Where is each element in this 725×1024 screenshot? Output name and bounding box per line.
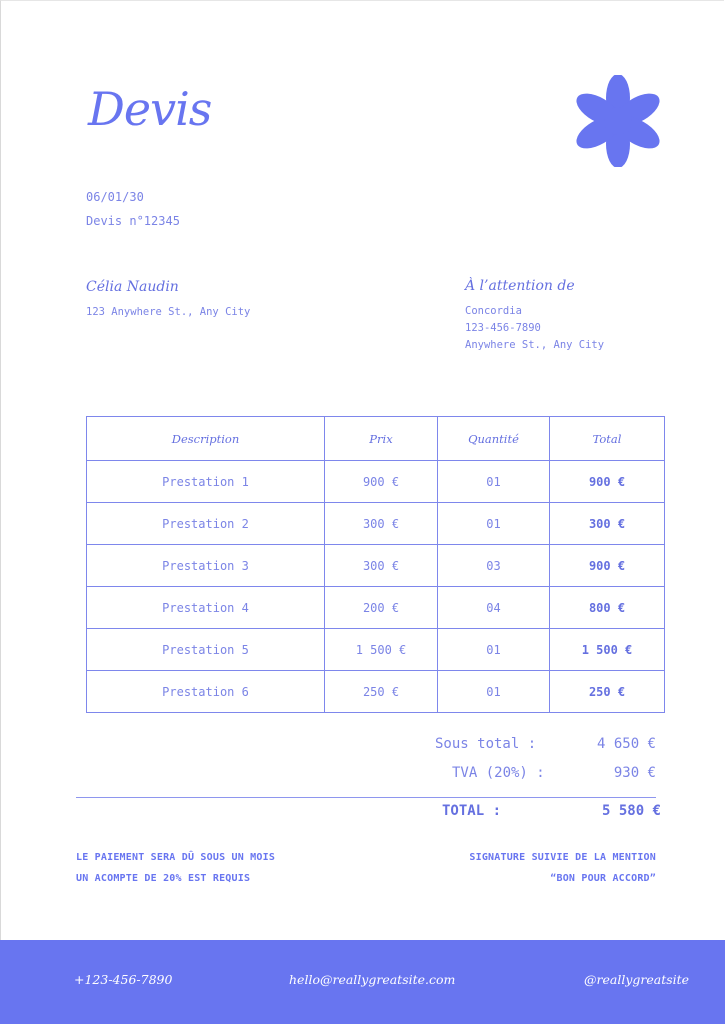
footer-email: hello@reallygreatsite.com: [289, 972, 456, 987]
row-price: 900 €: [325, 461, 438, 503]
table-row: [87, 461, 665, 503]
row-quantity: 01: [438, 629, 550, 671]
row-description: Prestation 3: [87, 545, 325, 587]
deposit-terms: UN ACOMPTE DE 20% EST REQUIS: [76, 873, 251, 884]
footer-bar: [0, 940, 725, 1024]
header-description: Description: [87, 417, 325, 461]
row-description: Prestation 2: [87, 503, 325, 545]
row-total: 250 €: [550, 671, 665, 713]
footer-social: @reallygreatsite: [584, 972, 690, 987]
header-quantity: Quantité: [438, 417, 550, 461]
table-row: [87, 587, 665, 629]
total-label: TOTAL :: [442, 803, 502, 819]
signature-mention: “BON POUR ACCORD”: [550, 873, 656, 884]
table-row: [87, 545, 665, 587]
row-quantity: 04: [438, 587, 550, 629]
quote-table: [86, 416, 665, 713]
flower-icon: [576, 75, 660, 167]
header-total: Total: [550, 417, 665, 461]
quote-number: Devis n°12345: [86, 214, 180, 228]
row-price: 250 €: [325, 671, 438, 713]
row-total: 300 €: [550, 503, 665, 545]
row-description: Prestation 6: [87, 671, 325, 713]
row-total: 900 €: [550, 545, 665, 587]
row-quantity: 01: [438, 503, 550, 545]
header-price: Prix: [325, 417, 438, 461]
document-date: 06/01/30: [86, 190, 144, 204]
row-total: 1 500 €: [550, 629, 665, 671]
row-quantity: 03: [438, 545, 550, 587]
row-quantity: 01: [438, 671, 550, 713]
row-price: 300 €: [325, 545, 438, 587]
table-row: [87, 671, 665, 713]
total-value: 5 580 €: [601, 803, 661, 819]
row-description: Prestation 1: [87, 461, 325, 503]
recipient-heading: À l’attention de: [465, 278, 575, 294]
sender-address: 123 Anywhere St., Any City: [86, 306, 251, 318]
vat-value: 930 €: [613, 765, 656, 781]
row-price: 300 €: [325, 503, 438, 545]
subtotal-value: 4 650 €: [596, 736, 656, 752]
recipient-phone: 123-456-7890: [465, 322, 541, 334]
subtotal-label: Sous total :: [435, 736, 537, 752]
table-row: [87, 503, 665, 545]
row-total: 900 €: [550, 461, 665, 503]
payment-terms: LE PAIEMENT SERA DÛ SOUS UN MOIS: [76, 852, 276, 863]
row-price: 1 500 €: [325, 629, 438, 671]
recipient-address: Anywhere St., Any City: [465, 339, 605, 351]
sender-name: Célia Naudin: [86, 279, 179, 295]
signature-instruction: SIGNATURE SUIVIE DE LA MENTION: [469, 852, 656, 863]
table-row: [87, 629, 665, 671]
row-description: Prestation 5: [87, 629, 325, 671]
vat-label: TVA (20%) :: [452, 765, 545, 781]
row-description: Prestation 4: [87, 587, 325, 629]
row-total: 800 €: [550, 587, 665, 629]
footer-phone: +123-456-7890: [74, 972, 173, 987]
summary-divider: [76, 797, 656, 798]
recipient-company: Concordia: [465, 305, 522, 317]
row-quantity: 01: [438, 461, 550, 503]
table-header-row: [87, 417, 665, 461]
document-title: Devis: [88, 82, 212, 136]
row-price: 200 €: [325, 587, 438, 629]
